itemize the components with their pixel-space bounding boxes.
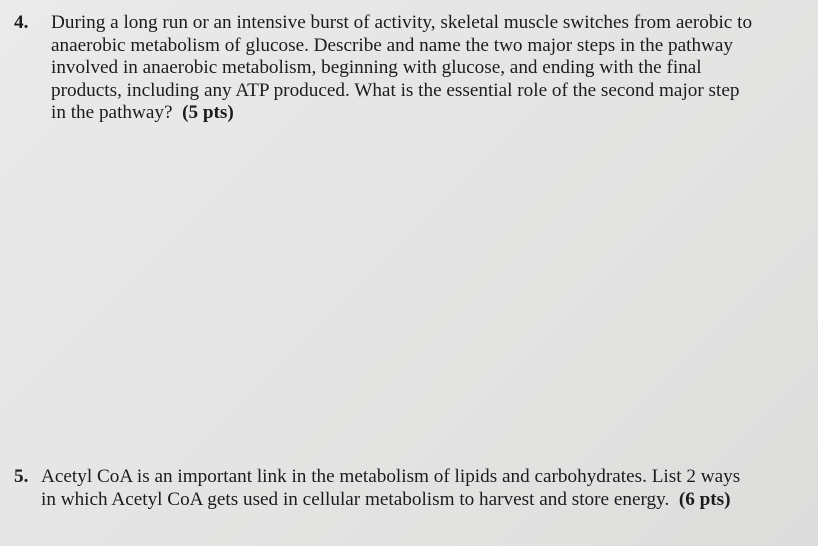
question-line: in the pathway? — [51, 102, 173, 123]
question-line: anaerobic metabolism of glucose. Describe and name the two major steps in the pathway — [51, 34, 734, 56]
question-line: Acetyl CoA is an important link in the metabolism of lipids and carbohydrates. List 2 ways — [41, 466, 741, 487]
question-line: products, including any ATP produced. What is the essential role of the second major step — [51, 79, 740, 101]
question-line: involved in anaerobic metabolism, beginning with glucose, and ending with the final — [51, 57, 702, 78]
question-5 — [14, 466, 794, 511]
question-line-last — [51, 102, 794, 125]
question-4 — [14, 12, 794, 125]
points-label: (5 pts) — [182, 102, 234, 123]
question-line: in which Acetyl CoA gets used in cellular metabolism to harvest and store energy. — [41, 488, 670, 510]
question-line: During a long run or an intensive burst of activity, skeletal muscle switches from aerobic to — [51, 12, 753, 33]
points-label: (6 pts) — [678, 488, 731, 510]
question-text — [51, 12, 794, 125]
question-number: 5. — [14, 466, 29, 487]
question-line-last — [41, 489, 794, 512]
question-number: 4. — [14, 12, 29, 33]
question-text — [41, 466, 794, 511]
